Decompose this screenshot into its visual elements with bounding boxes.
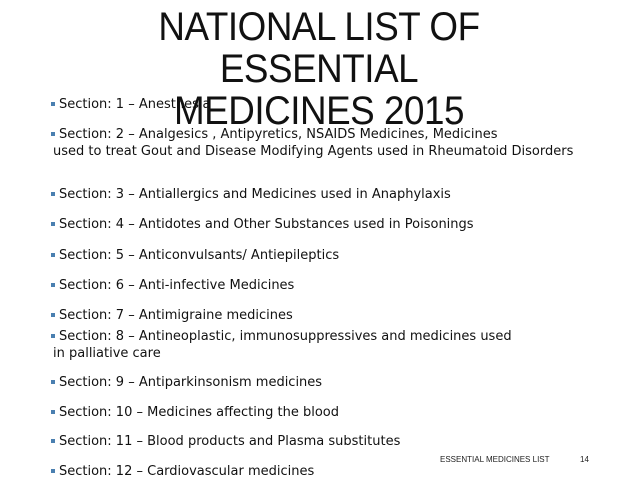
list-item-text: Section: 9 – Antiparkinsonism medicines (59, 375, 323, 390)
slide-title-line-2: MEDICINES 2015 (173, 89, 465, 133)
list-item (51, 277, 294, 294)
list-item-text: Section: 1 – Anesthesia (59, 97, 211, 112)
bullet-icon (51, 313, 55, 317)
bullet-icon (51, 102, 55, 106)
list-item (51, 404, 339, 421)
list-item (51, 247, 339, 264)
page-number: 14 (580, 455, 589, 464)
list-item-text-continued: in palliative care (53, 346, 161, 361)
list-item-text: Section: 2 – Analgesics , Antipyretics, NSAIDS Medicines, Medicines (59, 127, 498, 142)
list-item (51, 433, 400, 450)
bullet-icon (51, 253, 55, 257)
list-item (51, 96, 210, 113)
slide-title (62, 6, 575, 132)
list-item-text: Section: 6 – Anti-infective Medicines (59, 278, 295, 293)
bullet-icon (51, 283, 55, 287)
list-item-text: Section: 10 – Medicines affecting the blood (59, 405, 339, 420)
list-item-text: Section: 4 – Antidotes and Other Substances used in Poisonings (59, 217, 474, 232)
list-item-text: Section: 11 – Blood products and Plasma substitutes (59, 434, 401, 449)
slide-title-line-1: NATIONAL LIST OF ESSENTIAL (158, 5, 480, 91)
list-item-text: Section: 8 – Antineoplastic, immunosuppressives and medicines used (59, 329, 512, 344)
list-item (51, 463, 314, 480)
list-item (51, 216, 474, 233)
list-item-text: Section: 5 – Anticonvulsants/ Antiepileptics (59, 248, 340, 263)
bullet-icon (51, 439, 55, 443)
bullet-icon (51, 192, 55, 196)
bullet-icon (51, 334, 55, 338)
bullet-icon (51, 132, 55, 136)
bullet-icon (51, 410, 55, 414)
bullet-icon (51, 469, 55, 473)
bullet-icon (51, 222, 55, 226)
list-item-text-continued: used to treat Gout and Disease Modifying Agents used in Rheumatoid Disorders (53, 144, 574, 159)
list-item (51, 307, 293, 324)
footer-label: ESSENTIAL MEDICINES LIST (440, 455, 550, 464)
list-item (51, 126, 573, 160)
bullet-icon (51, 380, 55, 384)
list-item-text: Section: 12 – Cardiovascular medicines (59, 464, 315, 479)
list-item-text: Section: 3 – Antiallergics and Medicines used in Anaphylaxis (59, 187, 451, 202)
list-item-text: Section: 7 – Antimigraine medicines (59, 308, 293, 323)
list-item (51, 374, 322, 391)
list-item (51, 328, 512, 362)
list-item (51, 186, 451, 203)
